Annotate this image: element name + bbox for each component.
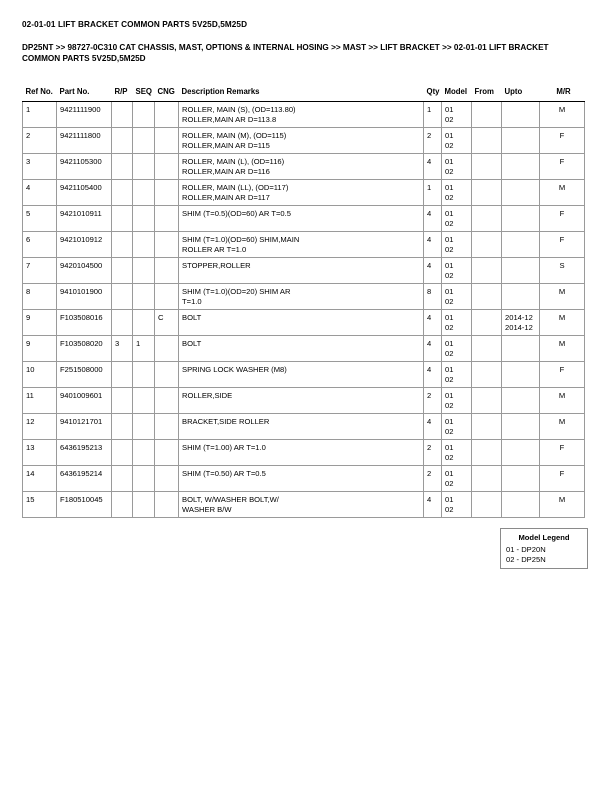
remarks-line: ROLLER,MAIN AR D=115: [182, 140, 270, 150]
description-cell: [179, 102, 424, 128]
part-no-cell: 9421105300: [57, 154, 112, 180]
mr-cell: M: [540, 180, 585, 206]
cng-cell: [155, 492, 179, 518]
qty-cell: 4: [424, 258, 442, 284]
mr-cell: M: [540, 414, 585, 440]
cng-cell: C: [155, 310, 179, 336]
part-no-cell: F251508000: [57, 362, 112, 388]
from-cell: [472, 466, 502, 492]
model-code: 02: [445, 374, 454, 384]
model-cell: [442, 440, 472, 466]
header-ref-no: Ref No.: [23, 85, 57, 102]
upto-cell: [502, 206, 540, 232]
model-code: 02: [445, 166, 454, 176]
model-code: 01: [445, 391, 454, 400]
ref-no-cell: 3: [23, 154, 57, 180]
upto-cell: [502, 284, 540, 310]
from-cell: [472, 154, 502, 180]
qty-cell: 4: [424, 414, 442, 440]
description-line: SHIM (T=1.00) AR T=1.0: [182, 443, 266, 452]
table-row[interactable]: [23, 102, 585, 128]
model-code: 02: [445, 270, 454, 280]
from-cell: [472, 362, 502, 388]
description-line: BOLT: [182, 339, 202, 348]
from-cell: [472, 258, 502, 284]
rp-cell: [112, 388, 133, 414]
model-code: 02: [445, 114, 454, 124]
model-code: 01: [445, 209, 454, 218]
ref-no-cell: 4: [23, 180, 57, 206]
model-cell: [442, 310, 472, 336]
table-row[interactable]: [23, 440, 585, 466]
header-from: From: [472, 85, 502, 102]
description-cell: [179, 154, 424, 180]
remarks-line: ROLLER,MAIN AR D=113.8: [182, 114, 277, 124]
header-upto: Upto: [502, 85, 540, 102]
table-row[interactable]: [23, 180, 585, 206]
ref-no-cell: 8: [23, 284, 57, 310]
model-cell: [442, 180, 472, 206]
description-line: ROLLER, MAIN (S), (OD=113.80): [182, 105, 296, 114]
cng-cell: [155, 414, 179, 440]
ref-no-cell: 7: [23, 258, 57, 284]
from-cell: [472, 206, 502, 232]
model-code: 01: [445, 235, 454, 244]
header-description: Description Remarks: [179, 85, 424, 102]
model-cell: [442, 336, 472, 362]
part-no-cell: 9420104500: [57, 258, 112, 284]
part-no-cell: 9421010912: [57, 232, 112, 258]
description-cell: [179, 284, 424, 310]
model-code: 02: [445, 400, 454, 410]
part-no-cell: 9401009601: [57, 388, 112, 414]
upto-cell: [502, 440, 540, 466]
rp-cell: [112, 414, 133, 440]
description-cell: [179, 128, 424, 154]
model-legend: [500, 528, 588, 569]
ref-no-cell: 9: [23, 336, 57, 362]
seq-cell: [133, 414, 155, 440]
description-cell: [179, 232, 424, 258]
mr-cell: F: [540, 232, 585, 258]
upto-cell: [502, 128, 540, 154]
description-line: ROLLER, MAIN (M), (OD=115): [182, 131, 287, 140]
description-cell: [179, 258, 424, 284]
model-code: 02: [445, 244, 454, 254]
legend-item: 01 - DP20N: [506, 544, 546, 554]
model-code: 02: [445, 296, 454, 306]
cng-cell: [155, 284, 179, 310]
rp-cell: [112, 310, 133, 336]
table-row[interactable]: [23, 362, 585, 388]
model-cell: [442, 492, 472, 518]
upto-cell: [502, 336, 540, 362]
remarks-line: ROLLER,MAIN AR D=117: [182, 192, 270, 202]
breadcrumb: DP25NT >> 98727-0C310 CAT CHASSIS, MAST, OPTIONS & INTERNAL HOSING >> MAST >> LIFT BRACKET >> 02-01-01 LIFT BRACKET COMMON PARTS 5V25D,5M25D: [22, 43, 549, 63]
description-line: ROLLER, MAIN (L), (OD=116): [182, 157, 285, 166]
model-code: 01: [445, 313, 454, 322]
from-cell: [472, 388, 502, 414]
model-code: 02: [445, 140, 454, 150]
cng-cell: [155, 232, 179, 258]
description-line: SHIM (T=1.0)(OD=20) SHIM AR: [182, 287, 291, 296]
rp-cell: [112, 284, 133, 310]
qty-cell: 4: [424, 206, 442, 232]
mr-cell: M: [540, 102, 585, 128]
part-no-cell: 9410101900: [57, 284, 112, 310]
mr-cell: F: [540, 466, 585, 492]
seq-cell: [133, 128, 155, 154]
table-row[interactable]: [23, 128, 585, 154]
upto-cell: [502, 258, 540, 284]
seq-cell: [133, 232, 155, 258]
model-code: 01: [445, 287, 454, 296]
cng-cell: [155, 206, 179, 232]
qty-cell: 4: [424, 232, 442, 258]
upto-cell: [502, 180, 540, 206]
ref-no-cell: 2: [23, 128, 57, 154]
part-no-cell: 9421111800: [57, 128, 112, 154]
parts-table: [22, 85, 585, 518]
header-part-no: Part No.: [57, 85, 112, 102]
mr-cell: M: [540, 388, 585, 414]
header-seq: SEQ: [133, 85, 155, 102]
description-line: SHIM (T=0.5)(OD=60) AR T=0.5: [182, 209, 291, 218]
upto-cell: [502, 102, 540, 128]
rp-cell: [112, 232, 133, 258]
model-code: 02: [445, 192, 454, 202]
upto-date: 2014-12: [505, 322, 533, 332]
table-row[interactable]: [23, 206, 585, 232]
upto-cell: [502, 232, 540, 258]
part-no-cell: 9410121701: [57, 414, 112, 440]
ref-no-cell: 1: [23, 102, 57, 128]
upto-cell: [502, 414, 540, 440]
description-cell: [179, 492, 424, 518]
ref-no-cell: 12: [23, 414, 57, 440]
legend-item: 02 - DP25N: [506, 554, 546, 564]
model-code: 02: [445, 322, 454, 332]
header-rp: R/P: [112, 85, 133, 102]
rp-cell: 3: [112, 336, 133, 362]
description-line: BRACKET,SIDE ROLLER: [182, 417, 270, 426]
ref-no-cell: 6: [23, 232, 57, 258]
header-model: Model: [442, 85, 472, 102]
header-mr: M/R: [540, 85, 585, 102]
upto-cell: [502, 310, 540, 336]
qty-cell: 8: [424, 284, 442, 310]
description-cell: [179, 336, 424, 362]
rp-cell: [112, 440, 133, 466]
description-line: SHIM (T=1.0)(OD=60) SHIM,MAIN: [182, 235, 300, 244]
part-no-cell: F103508020: [57, 336, 112, 362]
cng-cell: [155, 388, 179, 414]
qty-cell: 2: [424, 466, 442, 492]
mr-cell: F: [540, 128, 585, 154]
model-code: 02: [445, 218, 454, 228]
table-row[interactable]: [23, 414, 585, 440]
upto-cell: [502, 362, 540, 388]
qty-cell: 1: [424, 180, 442, 206]
description-cell: [179, 466, 424, 492]
description-cell: [179, 206, 424, 232]
model-code: 01: [445, 183, 454, 192]
seq-cell: [133, 492, 155, 518]
cng-cell: [155, 102, 179, 128]
seq-cell: [133, 258, 155, 284]
upto-cell: [502, 388, 540, 414]
remarks-line: WASHER B/W: [182, 504, 232, 514]
part-no-cell: 9421111900: [57, 102, 112, 128]
part-no-cell: 6436195213: [57, 440, 112, 466]
model-code: 02: [445, 426, 454, 436]
part-no-cell: F103508016: [57, 310, 112, 336]
ref-no-cell: 11: [23, 388, 57, 414]
ref-no-cell: 5: [23, 206, 57, 232]
qty-cell: 4: [424, 362, 442, 388]
page-title: 02-01-01 LIFT BRACKET COMMON PARTS 5V25D,5M25D: [22, 20, 248, 29]
mr-cell: F: [540, 154, 585, 180]
header-qty: Qty: [424, 85, 442, 102]
from-cell: [472, 310, 502, 336]
description-cell: [179, 414, 424, 440]
parts-table-body: [23, 102, 585, 518]
qty-cell: 1: [424, 102, 442, 128]
table-row[interactable]: [23, 232, 585, 258]
model-code: 01: [445, 495, 454, 504]
cng-cell: [155, 154, 179, 180]
ref-no-cell: 14: [23, 466, 57, 492]
table-row[interactable]: [23, 310, 585, 336]
seq-cell: [133, 154, 155, 180]
model-cell: [442, 466, 472, 492]
from-cell: [472, 128, 502, 154]
cng-cell: [155, 466, 179, 492]
seq-cell: [133, 388, 155, 414]
qty-cell: 4: [424, 310, 442, 336]
mr-cell: M: [540, 492, 585, 518]
description-line: BOLT, W/WASHER BOLT,W/: [182, 495, 279, 504]
model-code: 01: [445, 261, 454, 270]
legend-title: Model Legend: [518, 533, 570, 542]
remarks-line: T=1.0: [182, 296, 202, 306]
model-code: 01: [445, 469, 454, 478]
ref-no-cell: 15: [23, 492, 57, 518]
seq-cell: [133, 310, 155, 336]
model-cell: [442, 128, 472, 154]
description-line: BOLT: [182, 313, 202, 322]
qty-cell: 2: [424, 440, 442, 466]
from-cell: [472, 414, 502, 440]
rp-cell: [112, 466, 133, 492]
description-line: ROLLER,SIDE: [182, 391, 233, 400]
model-code: 01: [445, 105, 454, 114]
part-no-cell: 9421105400: [57, 180, 112, 206]
ref-no-cell: 9: [23, 310, 57, 336]
from-cell: [472, 440, 502, 466]
ref-no-cell: 13: [23, 440, 57, 466]
remarks-line: ROLLER AR T=1.0: [182, 244, 247, 254]
table-row[interactable]: [23, 284, 585, 310]
description-cell: [179, 180, 424, 206]
remarks-line: ROLLER,MAIN AR D=116: [182, 166, 270, 176]
table-row[interactable]: [23, 492, 585, 518]
qty-cell: 2: [424, 128, 442, 154]
upto-date: 2014-12: [505, 313, 533, 322]
rp-cell: [112, 102, 133, 128]
model-cell: [442, 102, 472, 128]
from-cell: [472, 336, 502, 362]
table-row[interactable]: [23, 466, 585, 492]
seq-cell: [133, 440, 155, 466]
model-cell: [442, 258, 472, 284]
model-cell: [442, 362, 472, 388]
part-no-cell: 9421010911: [57, 206, 112, 232]
mr-cell: M: [540, 310, 585, 336]
mr-cell: S: [540, 258, 585, 284]
ref-no-cell: 10: [23, 362, 57, 388]
cng-cell: [155, 336, 179, 362]
description-line: ROLLER, MAIN (LL), (OD=117): [182, 183, 289, 192]
table-row[interactable]: [23, 258, 585, 284]
mr-cell: M: [540, 336, 585, 362]
rp-cell: [112, 180, 133, 206]
cng-cell: [155, 180, 179, 206]
upto-cell: [502, 154, 540, 180]
table-header-row: [23, 85, 585, 102]
model-code: 02: [445, 348, 454, 358]
seq-cell: [133, 466, 155, 492]
model-cell: [442, 388, 472, 414]
upto-cell: [502, 492, 540, 518]
model-code: 01: [445, 131, 454, 140]
model-cell: [442, 154, 472, 180]
upto-cell: [502, 466, 540, 492]
table-row[interactable]: [23, 336, 585, 362]
model-code: 01: [445, 339, 454, 348]
qty-cell: 4: [424, 154, 442, 180]
cng-cell: [155, 362, 179, 388]
seq-cell: 1: [133, 336, 155, 362]
rp-cell: [112, 128, 133, 154]
qty-cell: 4: [424, 492, 442, 518]
model-code: 02: [445, 478, 454, 488]
seq-cell: [133, 180, 155, 206]
mr-cell: F: [540, 206, 585, 232]
model-code: 02: [445, 452, 454, 462]
part-no-cell: 6436195214: [57, 466, 112, 492]
mr-cell: F: [540, 440, 585, 466]
seq-cell: [133, 102, 155, 128]
description-line: SPRING LOCK WASHER (M8): [182, 365, 287, 374]
model-cell: [442, 414, 472, 440]
mr-cell: F: [540, 362, 585, 388]
seq-cell: [133, 284, 155, 310]
table-row[interactable]: [23, 154, 585, 180]
cng-cell: [155, 258, 179, 284]
qty-cell: 4: [424, 336, 442, 362]
rp-cell: [112, 258, 133, 284]
model-cell: [442, 206, 472, 232]
cng-cell: [155, 440, 179, 466]
model-cell: [442, 284, 472, 310]
description-cell: [179, 440, 424, 466]
description-cell: [179, 362, 424, 388]
from-cell: [472, 102, 502, 128]
rp-cell: [112, 492, 133, 518]
rp-cell: [112, 362, 133, 388]
from-cell: [472, 180, 502, 206]
header-cng: CNG: [155, 85, 179, 102]
seq-cell: [133, 362, 155, 388]
model-code: 01: [445, 365, 454, 374]
model-code: 01: [445, 417, 454, 426]
from-cell: [472, 492, 502, 518]
part-no-cell: F180510045: [57, 492, 112, 518]
qty-cell: 2: [424, 388, 442, 414]
mr-cell: M: [540, 284, 585, 310]
cng-cell: [155, 128, 179, 154]
description-cell: [179, 310, 424, 336]
description-cell: [179, 388, 424, 414]
model-code: 02: [445, 504, 454, 514]
description-line: STOPPER,ROLLER: [182, 261, 251, 270]
from-cell: [472, 284, 502, 310]
from-cell: [472, 232, 502, 258]
model-code: 01: [445, 443, 454, 452]
model-cell: [442, 232, 472, 258]
rp-cell: [112, 206, 133, 232]
description-line: SHIM (T=0.50) AR T=0.5: [182, 469, 266, 478]
model-code: 01: [445, 157, 454, 166]
table-row[interactable]: [23, 388, 585, 414]
seq-cell: [133, 206, 155, 232]
rp-cell: [112, 154, 133, 180]
